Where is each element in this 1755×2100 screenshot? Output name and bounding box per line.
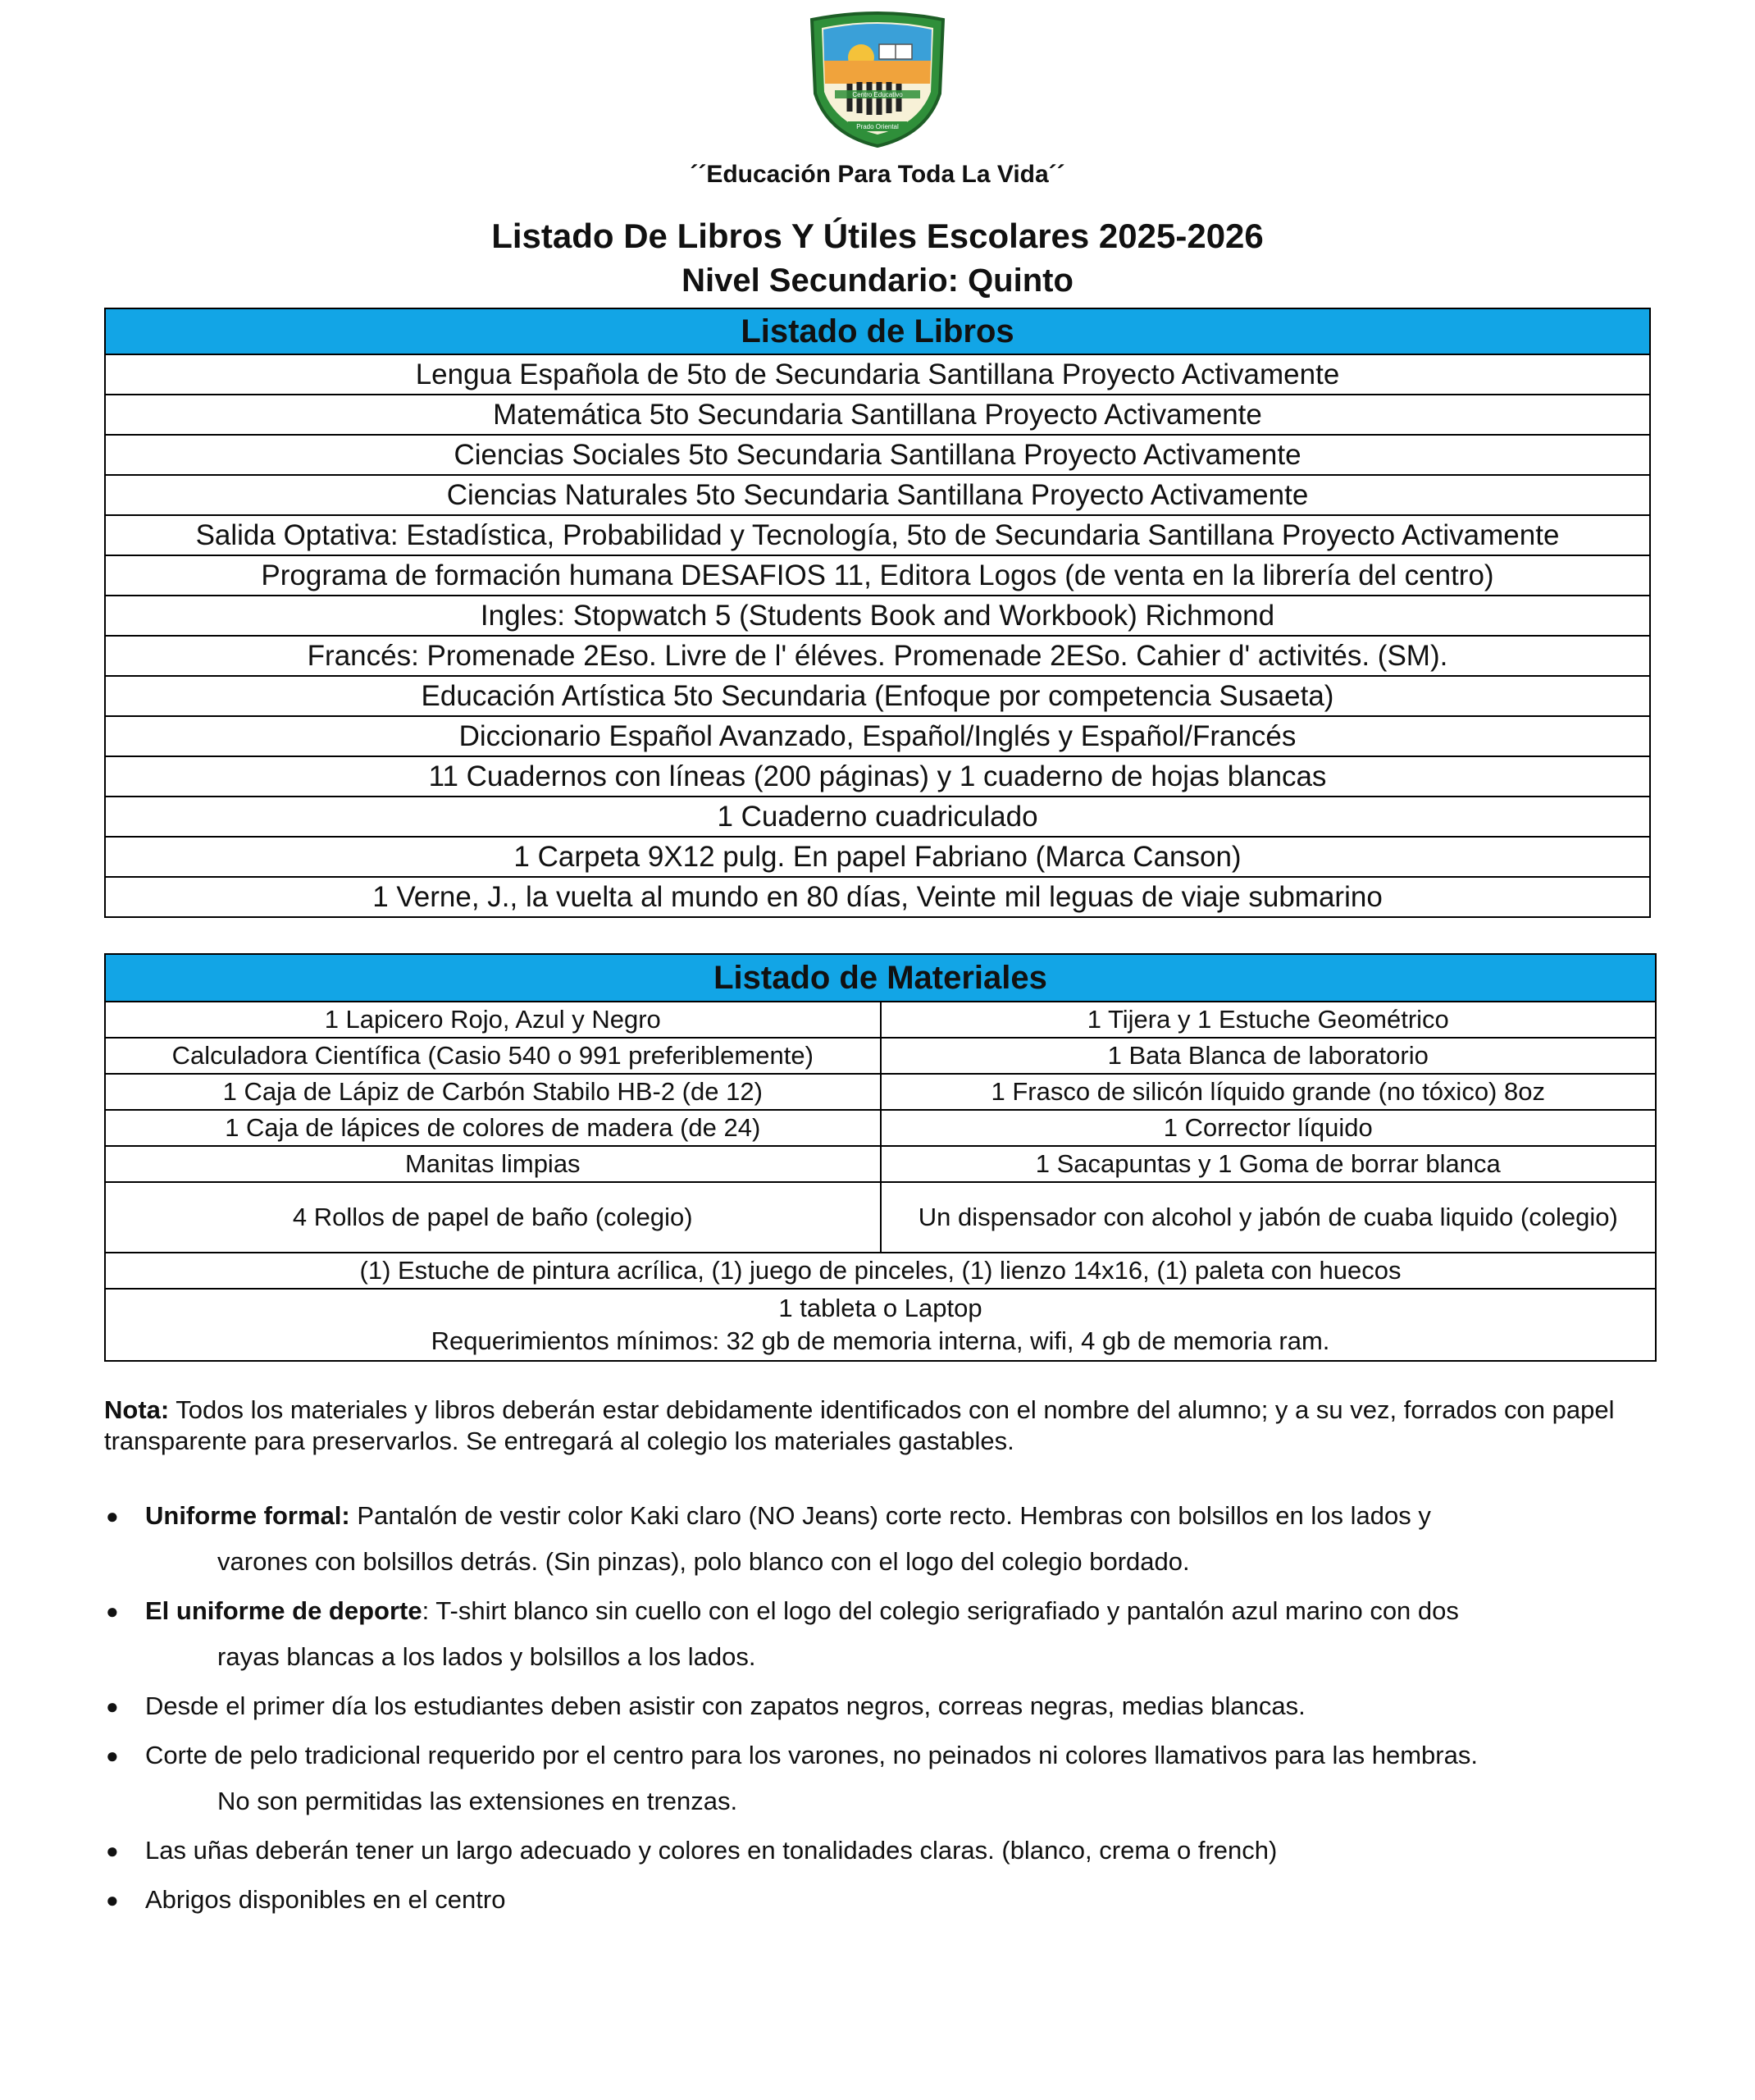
- bullet-icon: ●: [106, 1599, 119, 1623]
- bullet-icon: ●: [106, 1743, 119, 1768]
- list-item: [104, 1683, 1662, 1729]
- book-row: [105, 354, 1650, 395]
- bullet-icon: ●: [106, 1838, 119, 1863]
- list-item-line2: rayas blancas a los lados y bolsillos a los lados.: [217, 1642, 756, 1671]
- book-item: 11 Cuadernos con líneas (200 páginas) y 1 cuaderno de hojas blancas: [105, 756, 1650, 797]
- school-crest-icon: [804, 11, 951, 149]
- device-line-2: Requerimientos mínimos: 32 gb de memoria interna, wifi, 4 gb de memoria ram.: [431, 1326, 1330, 1355]
- material-item: 4 Rollos de papel de baño (colegio): [105, 1182, 881, 1253]
- material-row: [105, 1182, 1656, 1253]
- material-item-full: (1) Estuche de pintura acrílica, (1) juego de pinceles, (1) lienzo 14x16, (1) paleta con huecos: [105, 1253, 1656, 1289]
- book-item: 1 Verne, J., la vuelta al mundo en 80 días, Veinte mil leguas de viaje submarino: [105, 877, 1650, 917]
- note-label: Nota:: [104, 1395, 170, 1424]
- book-item: Ingles: Stopwatch 5 (Students Book and Workbook) Richmond: [105, 596, 1650, 636]
- books-header-row: [105, 308, 1650, 354]
- book-row: [105, 877, 1650, 917]
- note-paragraph: [104, 1395, 1646, 1457]
- book-row: [105, 636, 1650, 676]
- books-table: [104, 308, 1651, 918]
- list-item-text: Corte de pelo tradicional requerido por el centro para los varones, no peinados ni colores llamativos para las hembras.: [145, 1741, 1478, 1769]
- book-item: Ciencias Naturales 5to Secundaria Santillana Proyecto Activamente: [105, 475, 1650, 515]
- material-item: 1 Lapicero Rojo, Azul y Negro: [105, 1002, 881, 1038]
- list-item: [104, 1493, 1662, 1585]
- school-motto: ´´Educación Para Toda La Vida´´: [690, 161, 1065, 188]
- list-item-text: Pantalón de vestir color Kaki claro (NO Jeans) corte recto. Hembras con bolsillos en los lados y: [349, 1501, 1431, 1530]
- material-item: Manitas limpias: [105, 1146, 881, 1182]
- material-item: 1 Bata Blanca de laboratorio: [881, 1038, 1657, 1074]
- logo-text-top: Centro Educativo: [852, 91, 903, 98]
- books-heading: Listado de Libros: [105, 308, 1650, 354]
- book-item: Programa de formación humana DESAFIOS 11, Editora Logos (de venta en la librería del centro): [105, 555, 1650, 596]
- document-title: Listado De Libros Y Útiles Escolares 2025-2026: [491, 217, 1264, 255]
- book-item: Lengua Española de 5to de Secundaria Santillana Proyecto Activamente: [105, 354, 1650, 395]
- document-subtitle: Nivel Secundario: Quinto: [681, 262, 1074, 299]
- book-item: 1 Carpeta 9X12 pulg. En papel Fabriano (Marca Canson): [105, 837, 1650, 877]
- material-item: 1 Tijera y 1 Estuche Geométrico: [881, 1002, 1657, 1038]
- book-row: [105, 435, 1650, 475]
- list-item-bold: Uniforme formal:: [145, 1501, 350, 1530]
- book-item: Educación Artística 5to Secundaria (Enfoque por competencia Susaeta): [105, 676, 1650, 716]
- device-line-1: 1 tableta o Laptop: [778, 1294, 982, 1322]
- list-item: [104, 1732, 1662, 1824]
- school-logo: [804, 11, 951, 149]
- device-requirements: [105, 1289, 1656, 1361]
- list-item: [104, 1877, 1662, 1923]
- material-item: 1 Caja de lápices de colores de madera (de 24): [105, 1110, 881, 1146]
- materials-header-row: [105, 954, 1656, 1002]
- rules-list: [104, 1493, 1662, 1926]
- list-item-line1: [145, 1588, 1662, 1634]
- material-item: Calculadora Científica (Casio 540 o 991 preferiblemente): [105, 1038, 881, 1074]
- book-item: Salida Optativa: Estadística, Probabilidad y Tecnología, 5to de Secundaria Santillana Proyecto Activamente: [105, 515, 1650, 555]
- material-row: [105, 1146, 1656, 1182]
- material-row: [105, 1038, 1656, 1074]
- book-row: [105, 837, 1650, 877]
- book-row: [105, 756, 1650, 797]
- list-item-text: Las uñas deberán tener un largo adecuado y colores en tonalidades claras. (blanco, crema o french): [145, 1836, 1278, 1865]
- list-item-text: Desde el primer día los estudiantes deben asistir con zapatos negros, correas negras, medias blancas.: [145, 1691, 1306, 1720]
- bullet-icon: ●: [106, 1694, 119, 1719]
- bullet-icon: ●: [106, 1888, 119, 1912]
- material-item: 1 Frasco de silicón líquido grande (no tóxico) 8oz: [881, 1074, 1657, 1110]
- list-item-text: : T-shirt blanco sin cuello con el logo del colegio serigrafiado y pantalón azul marino con dos: [422, 1596, 1459, 1625]
- book-row: [105, 716, 1650, 756]
- list-item-line1: [145, 1493, 1662, 1539]
- note-text: Todos los materiales y libros deberán estar debidamente identificados con el nombre del alumno; y a su vez, forrados con papel transparente para preservarlos. Se entregará al colegio los materiales gastables.: [104, 1395, 1615, 1455]
- materials-table: [104, 953, 1657, 1362]
- book-row: [105, 515, 1650, 555]
- book-row: [105, 797, 1650, 837]
- logo-text-bottom: Prado Oriental: [856, 123, 899, 130]
- material-row-full: [105, 1253, 1656, 1289]
- list-item-line2: varones con bolsillos detrás. (Sin pinzas), polo blanco con el logo del colegio bordado.: [217, 1547, 1190, 1576]
- material-item: 1 Corrector líquido: [881, 1110, 1657, 1146]
- materials-heading: Listado de Materiales: [105, 954, 1656, 1002]
- book-row: [105, 596, 1650, 636]
- material-item: 1 Caja de Lápiz de Carbón Stabilo HB-2 (de 12): [105, 1074, 881, 1110]
- material-row: [105, 1002, 1656, 1038]
- material-item: 1 Sacapuntas y 1 Goma de borrar blanca: [881, 1146, 1657, 1182]
- material-row: [105, 1110, 1656, 1146]
- list-item-bold: El uniforme de deporte: [145, 1596, 422, 1625]
- book-row: [105, 475, 1650, 515]
- list-item: [104, 1828, 1662, 1874]
- material-row-device: [105, 1289, 1656, 1361]
- bullet-icon: ●: [106, 1504, 119, 1528]
- material-item: Un dispensador con alcohol y jabón de cuaba liquido (colegio): [881, 1182, 1657, 1253]
- list-item: [104, 1588, 1662, 1680]
- book-item: Diccionario Español Avanzado, Español/Inglés y Español/Francés: [105, 716, 1650, 756]
- book-item: Ciencias Sociales 5to Secundaria Santillana Proyecto Activamente: [105, 435, 1650, 475]
- book-item: Matemática 5to Secundaria Santillana Proyecto Activamente: [105, 395, 1650, 435]
- list-item-line2: No son permitidas las extensiones en trenzas.: [217, 1787, 738, 1815]
- book-item: 1 Cuaderno cuadriculado: [105, 797, 1650, 837]
- book-row: [105, 395, 1650, 435]
- book-row: [105, 555, 1650, 596]
- list-item-text: Abrigos disponibles en el centro: [145, 1885, 506, 1914]
- book-item: Francés: Promenade 2Eso. Livre de l' éléves. Promenade 2ESo. Cahier d' activités. (SM).: [105, 636, 1650, 676]
- book-row: [105, 676, 1650, 716]
- material-row: [105, 1074, 1656, 1110]
